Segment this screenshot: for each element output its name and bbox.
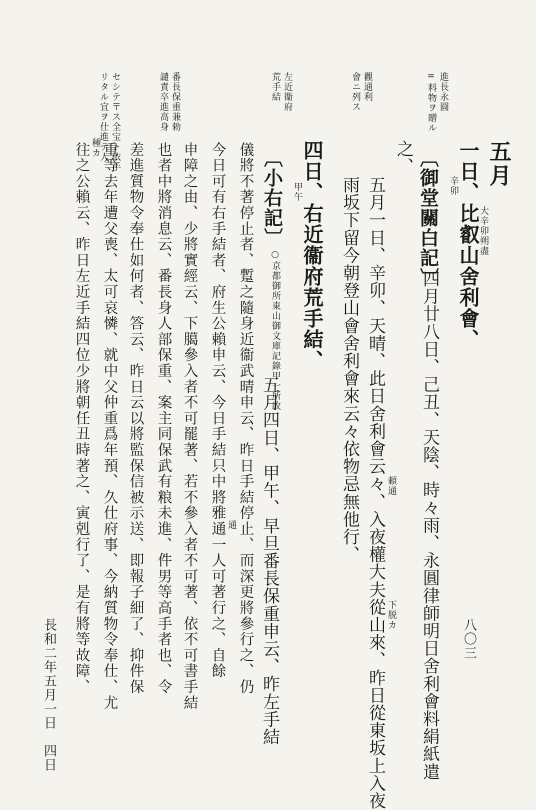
top-note-10: =料物ヲ贈ル: [426, 72, 436, 133]
text-line-14: 往之公賴云、昨日左近手結四位少將朝任丑時著之、寅剋行了、是有將等故障、: [73, 142, 90, 695]
top-note-3: セシテ〒ス全宝ト依手: [110, 72, 120, 172]
top-note-1: 番長保重兼勅: [170, 72, 180, 132]
entry-day-1-sub: 辛卯: [448, 176, 458, 196]
top-note-2: 譴責卒進高身: [158, 72, 168, 132]
text-line-7: 五月四日、甲午、早旦番長保重申云、昨左手結: [259, 376, 279, 746]
text-line-4-note-2: 下脱カ: [386, 600, 396, 630]
text-line-4: 五月一日、辛卯、天晴、此日舍利會云々、入夜權大夫從山來、昨日從東坂上入夜: [365, 176, 385, 810]
month-heading: 五月: [486, 140, 512, 188]
entry-day-1: 一日、比叡山舍利會、: [456, 140, 480, 350]
text-line-9: 今日可有右手結者、府生公賴申云、今日手結只中將雅通一人可著行之、自餘: [209, 142, 226, 680]
top-note-8: 觀通利: [362, 72, 372, 102]
text-line-10: 申障之由、少將實經云、下臈參入者不可罷著、若不參入者不可著、依不可書手結: [181, 142, 198, 711]
top-note-5: 左近衞府: [282, 72, 292, 112]
top-note-6: 荒手結: [270, 72, 280, 102]
source-midokanpakuki: 〔御堂關白記〕: [417, 148, 439, 288]
text-line-13: 重等去年遭父喪、太可哀憐、就中父仲重爲年預、久仕府事、今納質物令奉仕、尤: [101, 142, 118, 711]
text-line-12: 差進質物令奉仕如何者、答云、昨日云以將監保信被示送、即報子細了、抑件保: [127, 142, 144, 695]
month-subtitle: 大辛卯朔盡: [478, 206, 488, 256]
text-line-8: 儀將不著停止者、蹔之隨身近衞武晴申云、昨日手結停止、而深更將參行之、仍: [237, 142, 254, 695]
top-note-7: 會ニ列ス: [350, 72, 360, 112]
source-shoyuki-location: ○京都御所東山御文庫記錄甲一所收: [270, 250, 280, 411]
text-line-5: 雨坂下留今朝登山會舍利會來云々依物忌無他行、: [339, 176, 359, 564]
text-line-3: 之、: [393, 140, 413, 176]
top-note-4: リタル宜ヲ仕進テ人: [98, 72, 108, 162]
text-line-11: 也者中將消息云、番長身人部保重、案主同保武有粮未進、件男等高手者也、令: [155, 142, 172, 695]
source-shoyuki: 〔小右記〕: [261, 148, 283, 248]
page-number: 八〇三: [461, 618, 476, 660]
top-note-9: 進長永圓: [438, 72, 448, 112]
text-line-4-note-1: 頼通: [386, 476, 396, 496]
text-line-9-note: 通: [226, 520, 236, 530]
entry-day-4-sub: 甲午: [292, 182, 302, 202]
running-head-date: 長和二年五月一日 四日: [41, 618, 56, 772]
entry-day-4: 四日、右近衞府荒手結、: [300, 140, 324, 371]
text-line-14-note: 種カ: [90, 138, 100, 158]
text-line-2: 四月廿八日、己丑、天陰、時々雨、永圓律師明日舍利會料絹紙遣: [419, 270, 439, 781]
